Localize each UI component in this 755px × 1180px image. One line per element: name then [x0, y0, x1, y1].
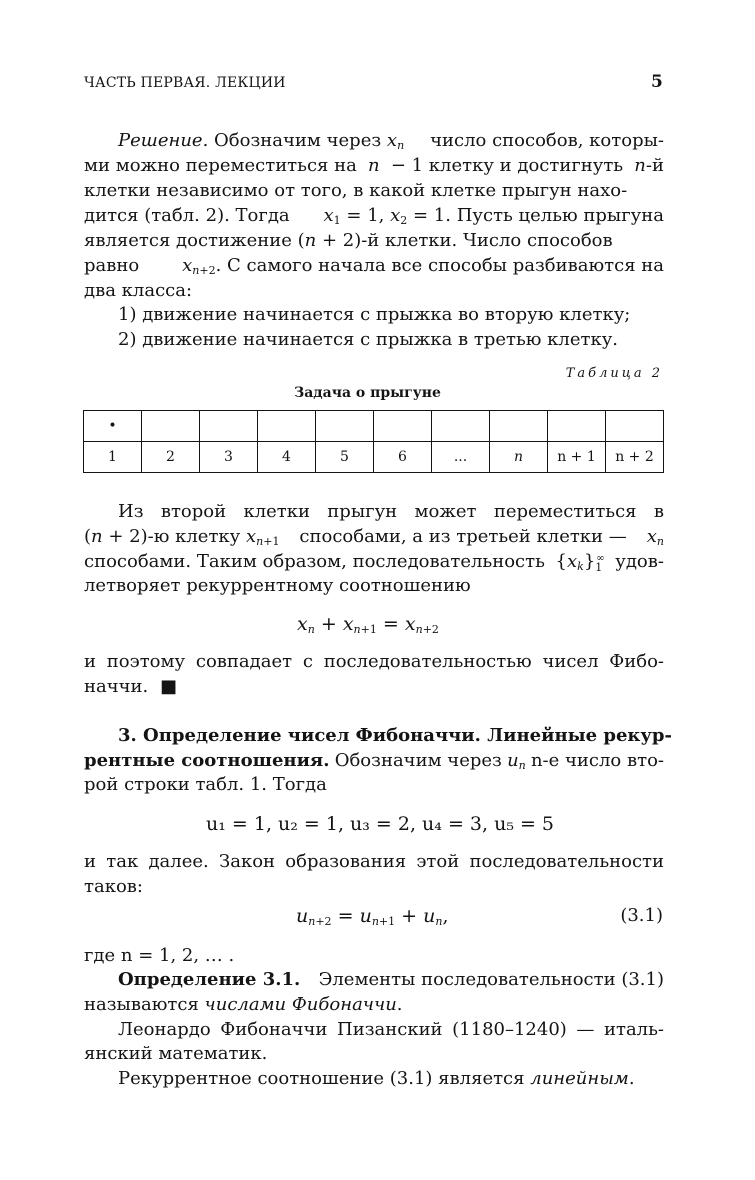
table-row-bottom [84, 442, 664, 473]
table-row-top [84, 411, 664, 442]
solution-line-6: равно $x_{n+2}$. С самого начала все способы разбиваются на [84, 255, 664, 277]
jumper-table [83, 410, 664, 473]
after-line-5: и поэтому совпадает с последовательностью чисел Фибо- [84, 651, 664, 672]
after-line-2: (n + 2)-ю клетку $x_{n+1}$ способами, а из третьей клетки — $x_n$ [84, 526, 664, 548]
solution-line-4: дится (табл. 2). Тогда $x_1 = 1$, $x_2 = 1$. Пусть целью прыгуна [84, 205, 664, 227]
table-cell [142, 411, 200, 442]
fib-values-formula: u₁ = 1, u₂ = 1, u₃ = 2, u₄ = 3, u₅ = 5 [206, 813, 555, 835]
solution-item-1: 1) движение начинается с прыжка во вторую клетку; [118, 304, 631, 325]
table-cell: 6 [374, 442, 432, 473]
definition-line-2: называются числами Фибоначчи. [84, 994, 403, 1015]
table-cell [258, 411, 316, 442]
fib-recurrence-3-1: $u_{n+2} = u_{n+1} + u_n$, [296, 905, 449, 928]
table-cell [490, 411, 548, 442]
solution-lead: Решение [118, 130, 203, 151]
section-3-line-4: и так далее. Закон образования этой последовательности [84, 851, 664, 872]
qed-mark: ■ [159, 676, 177, 697]
table-cell [432, 411, 490, 442]
table-cell [316, 411, 374, 442]
section-3-line-5: таков: [84, 876, 143, 897]
table-cell [548, 411, 606, 442]
table-cell: 4 [258, 442, 316, 473]
section-3-line-2: рентные соотношения. Обозначим через $u_n$ n-е число вто- [84, 750, 664, 772]
table-title: Задача о прыгуне [294, 385, 441, 401]
table-cell: 3 [200, 442, 258, 473]
equation-label: (3.1) [620, 905, 663, 926]
after-line-3: способами. Таким образом, последовательность $\{x_k\}_1^\infty$ удов- [84, 551, 664, 574]
after-line-4: летворяет рекуррентному соотношению [84, 575, 471, 596]
page-number: 5 [650, 72, 663, 92]
solution-line-7: два класса: [84, 280, 193, 301]
section-3-heading: 3. Определение чисел Фибоначчи. Линейные рекур- [118, 725, 672, 746]
table-cell: n + 2 [606, 442, 664, 473]
table-cell: 1 [84, 442, 142, 473]
table-cell: 2 [142, 442, 200, 473]
table-cell [200, 411, 258, 442]
table-cell: n + 1 [548, 442, 606, 473]
table-cell: • [84, 411, 142, 442]
solution-line-1: Решение. Обозначим через $x_n$ число способов, которы- [118, 130, 664, 152]
definition-line-1: Определение 3.1. Элементы последовательности (3.1) [118, 969, 664, 990]
section-3-line-3: рой строки табл. 1. Тогда [84, 774, 327, 795]
solution-item-2: 2) движение начинается с прыжка в третью клетку. [118, 329, 619, 350]
solution-line-3: клетки независимо от того, в какой клетке прыгун нахо- [84, 180, 628, 201]
leonardo-line-1: Леонардо Фибоначчи Пизанский (1180–1240) — италь- [118, 1019, 664, 1040]
table-caption: Таблица 2 [565, 366, 663, 381]
table-cell: 5 [316, 442, 374, 473]
fib-recurrence-formula: $x_n + x_{n+1} = x_{n+2}$ [297, 613, 439, 636]
leonardo-line-2: янский математик. [84, 1043, 268, 1064]
table-cell [374, 411, 432, 442]
table-cell: n [490, 442, 548, 473]
after-line-6: наччи. ■ [84, 676, 177, 697]
section-3-line-6: где n = 1, 2, … . [84, 945, 235, 966]
last-line: Рекуррентное соотношение (3.1) является линейным. [118, 1068, 635, 1089]
table-cell [606, 411, 664, 442]
solution-line-5: является достижение (n + 2)-й клетки. Число способов [84, 230, 613, 251]
running-header [84, 72, 663, 97]
running-title: ЧАСТЬ ПЕРВАЯ. ЛЕКЦИИ [84, 75, 286, 91]
after-line-1: Из второй клетки прыгун может переместиться в [118, 501, 664, 522]
solution-line-2: ми можно переместиться на n − 1 клетку и достигнуть n-й [84, 155, 664, 176]
table-cell: ... [432, 442, 490, 473]
